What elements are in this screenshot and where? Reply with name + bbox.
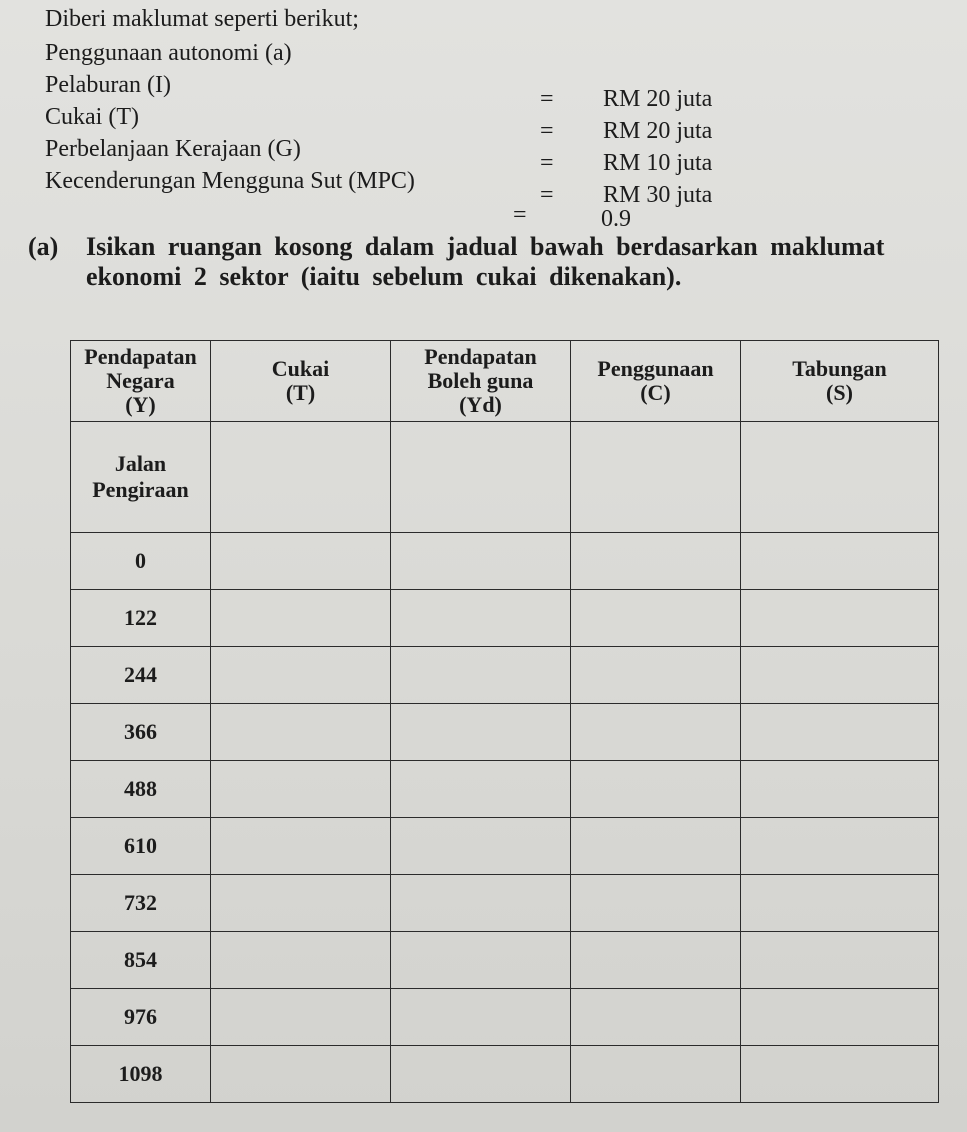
- table-row: [71, 761, 939, 818]
- blank-cell[interactable]: [211, 989, 391, 1046]
- blank-cell[interactable]: [571, 875, 741, 932]
- blank-cell[interactable]: [211, 590, 391, 647]
- y-value-cell: 610: [71, 818, 211, 875]
- given-row: [45, 72, 765, 112]
- question-text: Isikan ruangan kosong dalam jadual bawah berdasarkan maklumat ekonomi 2 sektor (iaitu sebelum cukai dikenakan).: [86, 232, 885, 291]
- y-value-cell: 976: [71, 989, 211, 1046]
- table-row: [71, 818, 939, 875]
- blank-cell[interactable]: [391, 590, 571, 647]
- table-row: [71, 989, 939, 1046]
- y-value-cell: 0: [71, 533, 211, 590]
- given-label: Perbelanjaan Kerajaan (G): [45, 136, 301, 162]
- blank-cell[interactable]: [391, 704, 571, 761]
- header-disposable-income: Pendapatan Boleh guna (Yd): [391, 341, 571, 422]
- blank-cell[interactable]: [211, 932, 391, 989]
- blank-cell[interactable]: [211, 761, 391, 818]
- blank-cell[interactable]: [391, 533, 571, 590]
- table-row: [71, 704, 939, 761]
- header-consumption: Penggunaan (C): [571, 341, 741, 422]
- blank-cell[interactable]: [571, 818, 741, 875]
- table-row: [71, 590, 939, 647]
- blank-cell[interactable]: [571, 704, 741, 761]
- given-value: RM 20 juta: [603, 86, 713, 112]
- blank-cell[interactable]: [211, 647, 391, 704]
- question-number: (a): [28, 232, 59, 261]
- header-national-income: Pendapatan Negara (Y): [71, 341, 211, 422]
- table-row: [71, 932, 939, 989]
- answer-table: [70, 340, 939, 1103]
- intro-text: Diberi maklumat seperti berikut;: [45, 6, 359, 32]
- blank-cell[interactable]: [571, 533, 741, 590]
- blank-cell[interactable]: [391, 818, 571, 875]
- y-value-cell: 366: [71, 704, 211, 761]
- blank-cell[interactable]: [741, 422, 939, 533]
- blank-cell[interactable]: [741, 818, 939, 875]
- equals-sign: =: [513, 202, 527, 228]
- blank-cell[interactable]: [741, 590, 939, 647]
- equals-sign: =: [540, 182, 554, 208]
- blank-cell[interactable]: [741, 1046, 939, 1103]
- blank-cell[interactable]: [571, 932, 741, 989]
- blank-cell[interactable]: [571, 422, 741, 533]
- given-value: RM 30 juta: [603, 182, 713, 208]
- equals-sign: =: [540, 86, 554, 112]
- equals-sign: =: [540, 118, 554, 144]
- y-value-cell: 1098: [71, 1046, 211, 1103]
- y-value-cell: 488: [71, 761, 211, 818]
- blank-cell[interactable]: [571, 1046, 741, 1103]
- table-row: [71, 1046, 939, 1103]
- blank-cell[interactable]: [741, 875, 939, 932]
- blank-cell[interactable]: [571, 989, 741, 1046]
- table-row: [71, 875, 939, 932]
- equals-sign: =: [540, 150, 554, 176]
- given-info-list: [45, 40, 765, 232]
- given-row: [45, 168, 765, 208]
- header-savings: Tabungan (S): [741, 341, 939, 422]
- given-row: [45, 104, 765, 144]
- table-row: [71, 533, 939, 590]
- y-value-cell: 122: [71, 590, 211, 647]
- blank-cell[interactable]: [741, 533, 939, 590]
- blank-cell[interactable]: [391, 875, 571, 932]
- blank-cell[interactable]: [571, 590, 741, 647]
- given-value: 0.9: [601, 206, 631, 232]
- given-row: [45, 200, 765, 232]
- given-row: [45, 40, 765, 72]
- blank-cell[interactable]: [211, 875, 391, 932]
- table-row: [71, 422, 939, 533]
- given-label: Kecenderungan Mengguna Sut (MPC): [45, 168, 415, 194]
- given-row: [45, 136, 765, 176]
- y-value-cell: 244: [71, 647, 211, 704]
- blank-cell[interactable]: [211, 818, 391, 875]
- blank-cell[interactable]: [391, 761, 571, 818]
- blank-cell[interactable]: [571, 761, 741, 818]
- given-value: RM 20 juta: [603, 118, 713, 144]
- blank-cell[interactable]: [391, 1046, 571, 1103]
- calc-label-cell: Jalan Pengiraan: [71, 422, 211, 533]
- given-label: Penggunaan autonomi (a): [45, 40, 292, 66]
- blank-cell[interactable]: [741, 647, 939, 704]
- table-row: [71, 647, 939, 704]
- blank-cell[interactable]: [211, 1046, 391, 1103]
- y-value-cell: 732: [71, 875, 211, 932]
- blank-cell[interactable]: [211, 533, 391, 590]
- blank-cell[interactable]: [741, 932, 939, 989]
- blank-cell[interactable]: [741, 704, 939, 761]
- blank-cell[interactable]: [391, 647, 571, 704]
- blank-cell[interactable]: [391, 422, 571, 533]
- blank-cell[interactable]: [391, 989, 571, 1046]
- given-label: Cukai (T): [45, 104, 139, 130]
- blank-cell[interactable]: [211, 422, 391, 533]
- blank-cell[interactable]: [741, 989, 939, 1046]
- header-tax: Cukai (T): [211, 341, 391, 422]
- blank-cell[interactable]: [211, 704, 391, 761]
- table-header-row: [71, 341, 939, 422]
- given-value: RM 10 juta: [603, 150, 713, 176]
- blank-cell[interactable]: [391, 932, 571, 989]
- blank-cell[interactable]: [741, 761, 939, 818]
- blank-cell[interactable]: [571, 647, 741, 704]
- y-value-cell: 854: [71, 932, 211, 989]
- given-label: Pelaburan (I): [45, 72, 171, 98]
